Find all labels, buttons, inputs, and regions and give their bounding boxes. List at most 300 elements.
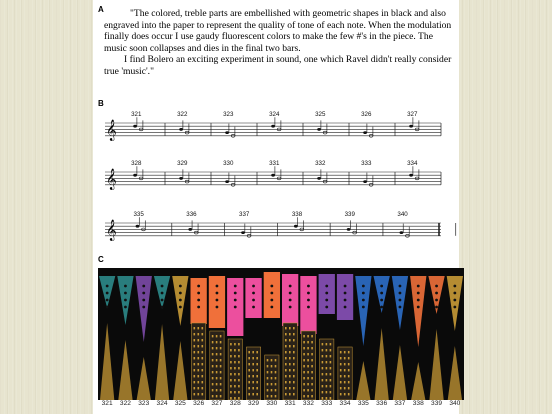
collage-window [234, 373, 236, 375]
note-head [188, 228, 192, 231]
note-head [179, 128, 183, 131]
collage-window [293, 357, 295, 359]
collage-window [348, 369, 350, 371]
collage-window [212, 371, 214, 373]
collage-window [285, 351, 287, 353]
collage-window [293, 351, 295, 353]
collage-dot [106, 292, 109, 295]
collage-window [194, 333, 196, 335]
collage-dot [252, 306, 255, 309]
collage-window [285, 327, 287, 329]
collage-window [340, 363, 342, 365]
collage-window [348, 387, 350, 389]
collage-dot [179, 299, 182, 302]
collage-dot [197, 306, 200, 309]
collage-window [234, 391, 236, 393]
collage-dot [234, 285, 237, 288]
collage-bar-axis [98, 400, 464, 412]
collage-window [330, 379, 332, 381]
collage-window [216, 335, 218, 337]
collage-window [194, 357, 196, 359]
collage-bar-label: 336 [376, 400, 388, 407]
collage-window [330, 343, 332, 345]
collage-window [289, 345, 291, 347]
collage-window [285, 345, 287, 347]
note-head [271, 174, 275, 177]
collage-building [228, 339, 242, 400]
collage-dot [344, 285, 347, 288]
bar-number: 326 [361, 111, 372, 118]
collage-window [216, 359, 218, 361]
collage-building [338, 347, 352, 400]
collage-window [340, 357, 342, 359]
collage-window [198, 339, 200, 341]
collage-dot [234, 292, 237, 295]
collage-window [303, 359, 305, 361]
collage-window [267, 365, 269, 367]
collage-block [209, 276, 225, 328]
collage-window [220, 365, 222, 367]
collage-bar-label: 331 [284, 400, 296, 407]
collage-window [238, 343, 240, 345]
collage-window [271, 359, 273, 361]
note-head [409, 174, 413, 177]
collage-window [220, 389, 222, 391]
collage-window [326, 361, 328, 363]
collage-window [275, 377, 277, 379]
collage-window [330, 367, 332, 369]
collage-window [289, 333, 291, 335]
collage-window [198, 351, 200, 353]
collage-window [248, 387, 250, 389]
collage-window [216, 383, 218, 385]
collage-window [220, 359, 222, 361]
collage-window [307, 335, 309, 337]
collage-window [330, 355, 332, 357]
collage-window [202, 351, 204, 353]
note-head [363, 180, 367, 183]
collage-dot [270, 292, 273, 295]
collage-dot [124, 285, 127, 288]
collage-window [271, 377, 273, 379]
collage-dot [362, 285, 365, 288]
note-head [317, 128, 321, 131]
collage-window [326, 367, 328, 369]
collage-bar-label: 338 [412, 400, 424, 407]
collage-window [326, 373, 328, 375]
quote-paragraph-2: I find Bolero an exciting experiment in sound, one which Ravel didn't really consider true 'music'." [104, 54, 452, 77]
collage-bar-label: 339 [431, 400, 443, 407]
collage-building [246, 347, 260, 400]
collage-window [348, 381, 350, 383]
collage-window [275, 371, 277, 373]
note-head [271, 125, 275, 128]
bar-number: 335 [133, 211, 144, 218]
collage-window [216, 371, 218, 373]
collage-window [216, 395, 218, 397]
collage-window [220, 353, 222, 355]
staff-row [105, 211, 456, 241]
collage-dot [325, 299, 328, 302]
collage-window [234, 385, 236, 387]
collage-dot [289, 285, 292, 288]
collage-dot [216, 299, 219, 302]
collage-block [264, 272, 280, 318]
treble-clef-icon: 𝄞 [106, 120, 117, 140]
collage-window [307, 359, 309, 361]
collage-window [267, 395, 269, 397]
collage-window [238, 355, 240, 357]
collage-window [285, 333, 287, 335]
collage-window [252, 369, 254, 371]
collage-bar-label: 321 [101, 400, 113, 407]
collage-dot [252, 299, 255, 302]
collage-window [303, 377, 305, 379]
collage-dot [106, 306, 109, 309]
collage-window [252, 375, 254, 377]
collage-dot [289, 299, 292, 302]
quote-text [104, 8, 454, 78]
collage-window [289, 369, 291, 371]
collage-dot [344, 299, 347, 302]
collage-window [307, 383, 309, 385]
collage-dot [344, 292, 347, 295]
collage-dot [142, 306, 145, 309]
collage-window [267, 377, 269, 379]
collage-window [289, 339, 291, 341]
collage-window [238, 349, 240, 351]
collage-window [344, 393, 346, 395]
collage-window [220, 377, 222, 379]
collage-window [252, 381, 254, 383]
collage-window [293, 375, 295, 377]
collage-dot [289, 292, 292, 295]
collage-window [212, 389, 214, 391]
collage-window [303, 335, 305, 337]
collage-window [322, 361, 324, 363]
collage-window [344, 369, 346, 371]
collage-window [230, 367, 232, 369]
collage-window [293, 393, 295, 395]
collage-window [311, 371, 313, 373]
collage-window [248, 369, 250, 371]
collage-window [344, 363, 346, 365]
collage-window [220, 383, 222, 385]
collage-dot [399, 285, 402, 288]
collage-dot [362, 292, 365, 295]
collage-window [322, 343, 324, 345]
collage-window [194, 351, 196, 353]
treble-clef-icon: 𝄞 [106, 220, 117, 240]
note-head [317, 177, 321, 180]
collage-dot [270, 285, 273, 288]
collage-dot [435, 292, 438, 295]
note-head [347, 228, 351, 231]
collage-window [198, 369, 200, 371]
collage-dot [179, 292, 182, 295]
bar-number: 330 [223, 160, 234, 167]
collage-window [238, 391, 240, 393]
collage-window [303, 371, 305, 373]
collage-window [303, 395, 305, 397]
collage-window [216, 389, 218, 391]
collage-bar-label: 337 [394, 400, 406, 407]
collage-window [198, 387, 200, 389]
collage-window [248, 393, 250, 395]
collage-bar-label: 330 [266, 400, 278, 407]
collage-bar-label: 327 [211, 400, 223, 407]
collage-window [293, 387, 295, 389]
bar-number: 331 [269, 160, 280, 167]
staff-row [105, 160, 441, 190]
collage-window [348, 393, 350, 395]
collage-window [212, 395, 214, 397]
collage-window [252, 357, 254, 359]
collage-background [98, 268, 464, 400]
collage-dot [124, 299, 127, 302]
bar-number: 327 [407, 111, 418, 118]
collage-window [271, 389, 273, 391]
collage-window [330, 385, 332, 387]
collage-dot [435, 285, 438, 288]
collage-window [212, 383, 214, 385]
collage-dot [106, 299, 109, 302]
collage-window [256, 375, 258, 377]
collage-window [326, 385, 328, 387]
collage-window [293, 339, 295, 341]
collage-window [230, 385, 232, 387]
collage-window [340, 387, 342, 389]
collage-window [220, 335, 222, 337]
collage-window [248, 351, 250, 353]
collage-window [216, 347, 218, 349]
collage-window [202, 327, 204, 329]
collage-window [194, 339, 196, 341]
collage-dot [325, 292, 328, 295]
collage-window [230, 373, 232, 375]
collage-window [234, 379, 236, 381]
collage-window [256, 387, 258, 389]
collage-window [234, 361, 236, 363]
collage-window [307, 353, 309, 355]
collage-window [267, 359, 269, 361]
note-head [133, 174, 137, 177]
collage-window [289, 351, 291, 353]
collage-window [230, 379, 232, 381]
collage-window [234, 367, 236, 369]
collage-window [326, 391, 328, 393]
collage-bar-label: 323 [138, 400, 150, 407]
collage-dot [252, 292, 255, 295]
collage-window [220, 395, 222, 397]
collage-block [245, 278, 261, 318]
collage-window [303, 341, 305, 343]
collage-dot [252, 285, 255, 288]
collage-dot [307, 292, 310, 295]
collage-window [212, 347, 214, 349]
collage-dot [161, 299, 164, 302]
collage-window [311, 377, 313, 379]
collage-dot [325, 306, 328, 309]
collage-window [212, 341, 214, 343]
collage-bar-label: 324 [156, 400, 168, 407]
collage-window [202, 375, 204, 377]
collage-window [311, 359, 313, 361]
collage-dot [197, 299, 200, 302]
collage-window [238, 385, 240, 387]
collage-dot [380, 285, 383, 288]
bar-number: 336 [186, 211, 197, 218]
collage-window [202, 345, 204, 347]
collage-dot [270, 299, 273, 302]
bar-number: 323 [223, 111, 234, 118]
collage-window [248, 375, 250, 377]
collage-window [230, 391, 232, 393]
collage-window [285, 381, 287, 383]
collage-window [212, 359, 214, 361]
collage-bar-label: 333 [321, 400, 333, 407]
collage-window [303, 389, 305, 391]
collage-column [227, 278, 243, 400]
collage-window [212, 353, 214, 355]
collage-window [311, 335, 313, 337]
collage-window [340, 393, 342, 395]
collage-window [212, 377, 214, 379]
collage-dot [216, 285, 219, 288]
collage-dot [417, 285, 420, 288]
note-head [363, 131, 367, 134]
collage-window [289, 393, 291, 395]
collage-window [303, 347, 305, 349]
collage-window [285, 375, 287, 377]
collage-window [256, 357, 258, 359]
collage-window [267, 371, 269, 373]
collage-window [248, 363, 250, 365]
collage-dot [453, 285, 456, 288]
collage-window [267, 389, 269, 391]
collage-bar-label: 334 [339, 400, 351, 407]
collage-window [344, 381, 346, 383]
collage-window [326, 355, 328, 357]
collage-window [234, 355, 236, 357]
collage-window [293, 369, 295, 371]
collage-window [330, 391, 332, 393]
collage-window [202, 387, 204, 389]
collage-window [216, 353, 218, 355]
collage-dot [161, 306, 164, 309]
collage-window [285, 339, 287, 341]
collage-window [267, 383, 269, 385]
collage-dot [289, 306, 292, 309]
collage-window [194, 375, 196, 377]
collage-window [293, 345, 295, 347]
collage-window [322, 367, 324, 369]
bar-number: 333 [361, 160, 372, 167]
collage-dot [307, 299, 310, 302]
collage-window [322, 355, 324, 357]
collage-window [307, 371, 309, 373]
collage-window [340, 351, 342, 353]
bar-number: 329 [177, 160, 188, 167]
note-head [133, 125, 137, 128]
collage-window [275, 383, 277, 385]
collage-window [285, 387, 287, 389]
collage-window [252, 351, 254, 353]
collage-window [289, 327, 291, 329]
collage-window [307, 389, 309, 391]
collage-window [311, 347, 313, 349]
collage-window [275, 389, 277, 391]
collage-dot [435, 306, 438, 309]
collage-dot [453, 299, 456, 302]
collage-window [256, 369, 258, 371]
collage-window [238, 373, 240, 375]
collage-window [230, 343, 232, 345]
collage-window [256, 351, 258, 353]
collage-window [289, 363, 291, 365]
note-head [294, 225, 298, 228]
collage-dot [106, 285, 109, 288]
collage-window [271, 365, 273, 367]
collage-window [194, 387, 196, 389]
collage-window [322, 379, 324, 381]
collage-window [285, 393, 287, 395]
collage-window [275, 365, 277, 367]
bar-number: 337 [239, 211, 250, 218]
collage-window [271, 383, 273, 385]
collage-dot [197, 285, 200, 288]
collage-window [198, 357, 200, 359]
collage-window [285, 357, 287, 359]
collage-window [340, 381, 342, 383]
collage-column [191, 278, 207, 400]
collage-dot [142, 292, 145, 295]
collage-window [344, 357, 346, 359]
bar-number: 325 [315, 111, 326, 118]
collage-window [252, 393, 254, 395]
collage-window [322, 349, 324, 351]
artwork-collage [98, 268, 464, 400]
collage-dot [216, 292, 219, 295]
collage-window [194, 327, 196, 329]
collage-bar-label: 325 [174, 400, 186, 407]
collage-dot [197, 292, 200, 295]
collage-window [230, 349, 232, 351]
collage-block [337, 274, 353, 320]
collage-dot [307, 285, 310, 288]
collage-window [198, 363, 200, 365]
collage-window [198, 327, 200, 329]
collage-window [220, 347, 222, 349]
collage-window [293, 363, 295, 365]
collage-dot [417, 299, 420, 302]
collage-window [198, 345, 200, 347]
panel-label-c: C [98, 255, 104, 264]
collage-window [293, 333, 295, 335]
collage-window [293, 327, 295, 329]
collage-bar-label: 322 [119, 400, 131, 407]
bar-number: 338 [291, 211, 303, 218]
collage-window [311, 395, 313, 397]
collage-window [198, 375, 200, 377]
collage-window [307, 365, 309, 367]
collage-window [234, 343, 236, 345]
collage-window [344, 375, 346, 377]
collage-bar-label: 326 [193, 400, 205, 407]
collage-window [220, 341, 222, 343]
collage-window [289, 375, 291, 377]
collage-bar-label: 340 [449, 400, 461, 407]
